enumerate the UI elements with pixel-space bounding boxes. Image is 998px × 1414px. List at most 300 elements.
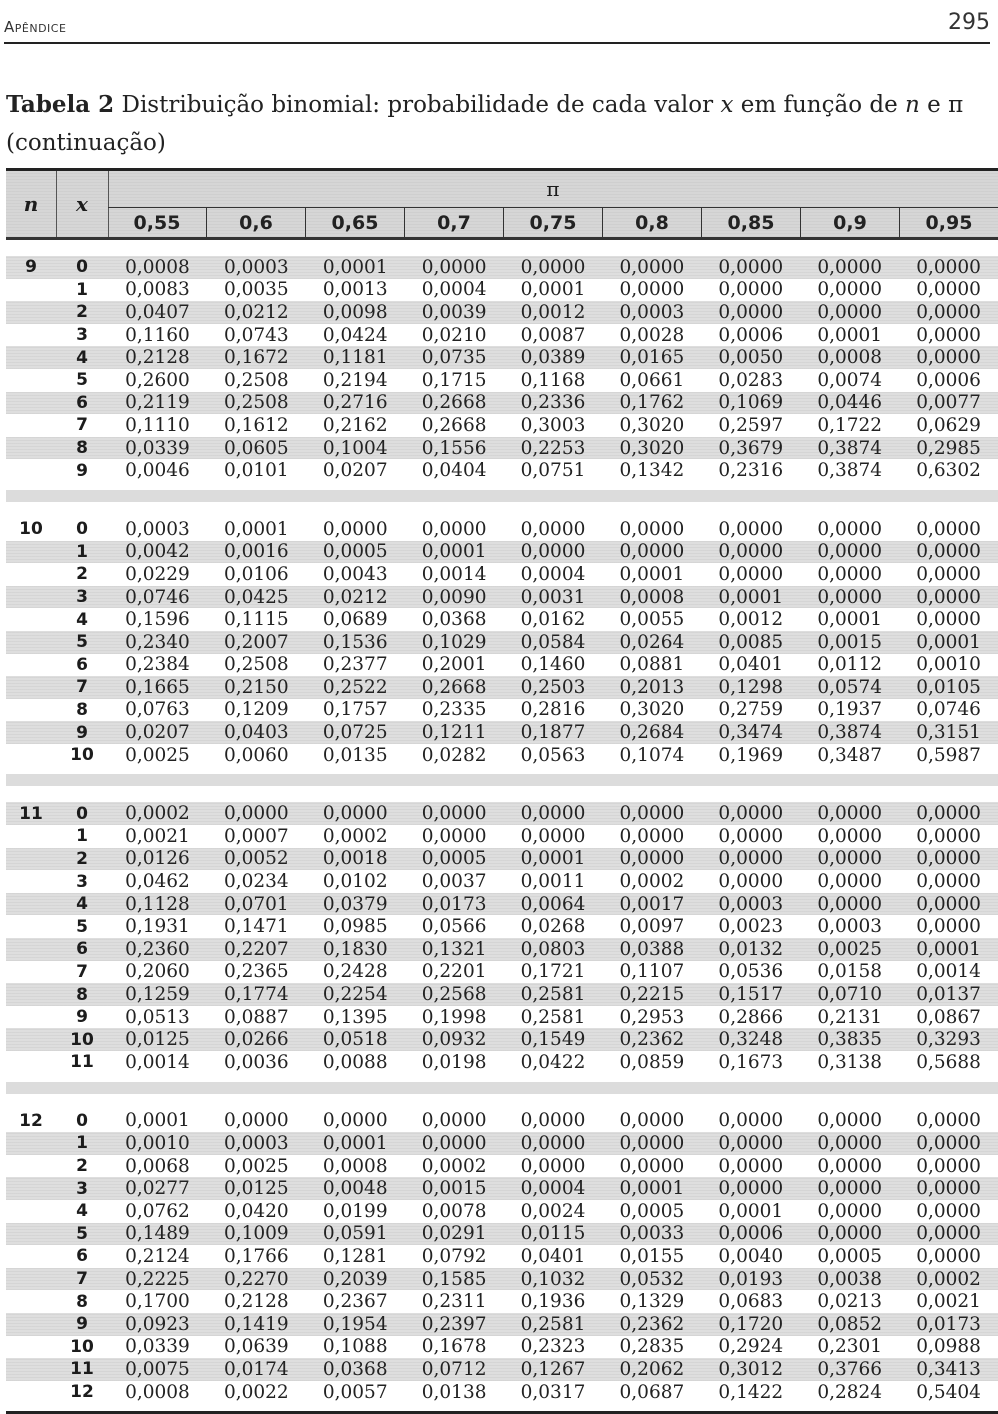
table-row [6, 1358, 998, 1381]
cell-probability: 0,2225 [125, 1268, 190, 1290]
cell-probability: 0,0074 [817, 369, 883, 391]
table-row [6, 369, 998, 392]
cell-probability: 0,0001 [718, 1200, 784, 1222]
cell-probability: 0,0407 [125, 301, 190, 323]
cell-probability: 0,2985 [916, 437, 981, 459]
cell-probability: 0,0018 [322, 848, 388, 870]
cell-probability: 0,0055 [619, 609, 685, 631]
cell-probability: 0,0126 [125, 848, 190, 870]
cell-probability: 0,0000 [421, 518, 487, 540]
cell-probability: 0,1298 [718, 676, 784, 698]
cell-probability: 0,0683 [718, 1291, 784, 1313]
cell-probability: 0,1612 [223, 414, 289, 436]
caption-text-a: Distribuição binomial: probabilidade de cada valor [114, 92, 721, 118]
cell-probability: 0,3766 [817, 1358, 883, 1380]
cell-probability: 0,0028 [619, 324, 685, 346]
cell-probability: 0,3138 [817, 1051, 883, 1073]
cell-probability: 0,0574 [817, 676, 883, 698]
cell-probability: 0,0001 [817, 324, 883, 346]
cell-probability: 0,0050 [718, 347, 784, 369]
cell-probability: 0,1937 [817, 699, 883, 721]
cell-x: 4 [76, 894, 88, 915]
cell-probability: 0,3151 [916, 722, 981, 744]
cell-probability: 0,0000 [718, 1178, 784, 1200]
table-row [6, 1051, 998, 1074]
cell-probability: 0,0173 [421, 893, 487, 915]
cell-probability: 0,0052 [223, 848, 289, 870]
cell-probability: 0,0689 [322, 609, 388, 631]
table-row [6, 1313, 998, 1336]
table-row [6, 1336, 998, 1359]
table-row [6, 870, 998, 893]
cell-probability: 0,1549 [520, 1029, 586, 1051]
cell-probability: 0,0037 [421, 871, 487, 893]
cell-probability: 0,0000 [718, 1155, 784, 1177]
cell-probability: 0,2365 [223, 961, 289, 983]
cell-probability: 0,0035 [223, 279, 289, 301]
cell-probability: 0,2508 [223, 369, 289, 391]
cell-probability: 0,0005 [619, 1200, 685, 1222]
cell-probability: 0,0000 [916, 301, 981, 323]
cell-probability: 0,0068 [125, 1155, 190, 1177]
cell-x: 3 [76, 587, 88, 608]
cell-probability: 0,1329 [619, 1291, 685, 1313]
cell-probability: 0,0725 [322, 722, 388, 744]
cell-x: 0 [76, 257, 88, 278]
cell-probability: 0,3003 [520, 414, 586, 436]
table-row [6, 1200, 998, 1223]
cell-probability: 0,1422 [718, 1381, 784, 1403]
cell-probability: 0,5987 [916, 744, 981, 766]
cell-probability: 0,0282 [421, 744, 487, 766]
cell-probability: 0,0210 [421, 324, 487, 346]
cell-probability: 0,0008 [125, 256, 190, 278]
cell-probability: 0,0057 [322, 1381, 388, 1403]
cell-probability: 0,3679 [718, 437, 784, 459]
pi-header-cell: 0,95 [925, 212, 973, 234]
n-block [6, 502, 998, 775]
table-row [6, 1110, 998, 1133]
cell-probability: 0,0001 [125, 1110, 190, 1132]
cell-probability: 0,0291 [421, 1223, 487, 1245]
cell-probability: 0,3248 [718, 1029, 784, 1051]
cell-probability: 0,0000 [718, 848, 784, 870]
cell-probability: 0,0102 [322, 871, 388, 893]
cell-probability: 0,0368 [322, 1358, 388, 1380]
cell-probability: 0,2131 [817, 1006, 883, 1028]
pi-header-cell: 0,65 [306, 208, 405, 238]
cell-probability: 0,0003 [223, 1132, 289, 1154]
cell-probability: 0,0000 [817, 541, 883, 563]
cell-probability: 0,1830 [322, 938, 388, 960]
cell-probability: 0,0002 [916, 1268, 981, 1290]
cell-probability: 0,2162 [322, 414, 388, 436]
cell-probability: 0,0025 [817, 938, 883, 960]
cell-probability: 0,0000 [916, 1223, 981, 1245]
cell-probability: 0,1715 [421, 369, 487, 391]
cell-probability: 0,0078 [421, 1200, 487, 1222]
cell-probability: 0,0000 [223, 1110, 289, 1132]
cell-probability: 0,0155 [619, 1245, 685, 1267]
cell-probability: 0,0000 [619, 825, 685, 847]
table-row [6, 1223, 998, 1246]
cell-probability: 0,2508 [223, 392, 289, 414]
table-row [6, 1028, 998, 1051]
cell-probability: 0,3020 [619, 699, 685, 721]
cell-probability: 0,2119 [125, 392, 190, 414]
cell-probability: 0,1673 [718, 1051, 784, 1073]
cell-probability: 0,1211 [421, 722, 487, 744]
cell-probability: 0,2367 [322, 1291, 388, 1313]
cell-probability: 0,0000 [718, 825, 784, 847]
table-row [6, 586, 998, 609]
cell-probability: 0,0064 [520, 893, 586, 915]
cell-probability: 0,0000 [619, 1132, 685, 1154]
cell-probability: 0,0001 [619, 1178, 685, 1200]
cell-probability: 0,0115 [520, 1223, 586, 1245]
cell-probability: 0,0010 [125, 1132, 190, 1154]
cell-probability: 0,0000 [817, 563, 883, 585]
cell-probability: 0,0003 [223, 256, 289, 278]
cell-probability: 0,0010 [916, 654, 981, 676]
cell-probability: 0,1181 [322, 347, 388, 369]
cell-probability: 0,0563 [520, 744, 586, 766]
cell-probability: 0,0000 [718, 301, 784, 323]
cell-x: 0 [76, 803, 88, 824]
cell-x: 11 [70, 1359, 94, 1380]
cell-probability: 0,2340 [125, 631, 190, 653]
cell-x: 6 [76, 1246, 88, 1267]
table-row [6, 518, 998, 541]
cell-probability: 0,0000 [916, 1200, 981, 1222]
cell-probability: 0,1700 [125, 1291, 190, 1313]
cell-probability: 0,0746 [125, 586, 190, 608]
cell-probability: 0,0077 [916, 392, 981, 414]
cell-probability: 0,0193 [718, 1268, 784, 1290]
cell-probability: 0,0001 [916, 631, 981, 653]
table-row [6, 1290, 998, 1313]
cell-probability: 0,0000 [322, 1110, 388, 1132]
cell-probability: 0,0000 [916, 893, 981, 915]
cell-probability: 0,0629 [916, 414, 981, 436]
cell-x: 2 [76, 848, 88, 869]
block-separator [6, 774, 998, 786]
cell-probability: 0,6302 [916, 460, 981, 482]
cell-probability: 0,0000 [817, 893, 883, 915]
cell-probability: 0,0008 [619, 586, 685, 608]
header-pi: π [546, 177, 560, 201]
table-row [6, 1132, 998, 1155]
cell-probability: 0,0000 [421, 256, 487, 278]
table-row [6, 699, 998, 722]
cell-probability: 0,2924 [718, 1336, 784, 1358]
cell-probability: 0,1774 [223, 984, 289, 1006]
cell-x: 7 [76, 1269, 88, 1290]
cell-x: 3 [76, 871, 88, 892]
cell-probability: 0,0000 [421, 825, 487, 847]
cell-probability: 0,2377 [322, 654, 388, 676]
cell-probability: 0,0006 [718, 324, 784, 346]
cell-probability: 0,0004 [520, 1178, 586, 1200]
cell-probability: 0,0735 [421, 347, 487, 369]
cell-x: 7 [76, 415, 88, 436]
cell-probability: 0,0001 [322, 256, 388, 278]
cell-probability: 0,2684 [619, 722, 685, 744]
cell-probability: 0,0277 [125, 1178, 190, 1200]
cell-probability: 0,0923 [125, 1313, 190, 1335]
cell-probability: 0,1107 [619, 961, 685, 983]
cell-probability: 0,0639 [223, 1336, 289, 1358]
cell-probability: 0,0001 [916, 938, 981, 960]
cell-probability: 0,3474 [718, 722, 784, 744]
cell-probability: 0,0591 [322, 1223, 388, 1245]
cell-probability: 0,0000 [916, 518, 981, 540]
cell-probability: 0,2001 [421, 654, 487, 676]
cell-probability: 0,0021 [125, 825, 190, 847]
pi-header-cell: 0,8 [603, 208, 702, 238]
cell-probability: 0,0000 [817, 518, 883, 540]
cell-probability: 0,1088 [322, 1336, 388, 1358]
cell-probability: 0,2207 [223, 938, 289, 960]
table-row [6, 848, 998, 871]
cell-probability: 0,0000 [916, 803, 981, 825]
cell-x: 10 [70, 1029, 94, 1050]
cell-probability: 0,1115 [223, 609, 289, 631]
cell-x: 8 [76, 1291, 88, 1312]
cell-probability: 0,0000 [322, 518, 388, 540]
cell-probability: 0,2215 [619, 984, 685, 1006]
cell-probability: 0,1556 [421, 437, 487, 459]
cell-probability: 0,0000 [619, 518, 685, 540]
cell-probability: 0,0317 [520, 1381, 586, 1403]
cell-probability: 0,2508 [223, 654, 289, 676]
cell-probability: 0,0097 [619, 916, 685, 938]
cell-probability: 0,0014 [916, 961, 981, 983]
cell-probability: 0,0001 [223, 518, 289, 540]
cell-probability: 0,0039 [421, 301, 487, 323]
cell-probability: 0,0000 [718, 1132, 784, 1154]
cell-probability: 0,1168 [520, 369, 586, 391]
cell-probability: 0,0000 [817, 1223, 883, 1245]
cell-probability: 0,1128 [125, 893, 190, 915]
table-row [6, 1245, 998, 1268]
cell-probability: 0,0087 [520, 324, 586, 346]
table-row [6, 392, 998, 415]
cell-probability: 0,0000 [817, 301, 883, 323]
cell-probability: 0,2253 [520, 437, 586, 459]
cell-probability: 0,1931 [125, 916, 190, 938]
cell-probability: 0,0000 [718, 279, 784, 301]
cell-x: 5 [76, 1223, 88, 1244]
cell-probability: 0,0000 [916, 541, 981, 563]
table-row [6, 563, 998, 586]
cell-probability: 0,0002 [322, 825, 388, 847]
cell-probability: 0,2568 [421, 984, 487, 1006]
cell-probability: 0,5688 [916, 1051, 981, 1073]
cell-probability: 0,2270 [223, 1268, 289, 1290]
cell-probability: 0,1665 [125, 676, 190, 698]
cell-probability: 0,1259 [125, 984, 190, 1006]
cell-probability: 0,0007 [223, 825, 289, 847]
cell-probability: 0,5404 [916, 1381, 981, 1403]
cell-probability: 0,0000 [421, 1110, 487, 1132]
cell-probability: 0,0088 [322, 1051, 388, 1073]
cell-probability: 0,3487 [817, 744, 883, 766]
cell-probability: 0,0105 [916, 676, 981, 698]
cell-probability: 0,0000 [817, 825, 883, 847]
cell-x: 1 [76, 1133, 88, 1154]
cell-probability: 0,0002 [619, 871, 685, 893]
cell-probability: 0,0000 [718, 541, 784, 563]
table-row [6, 459, 998, 482]
cell-probability: 0,0033 [619, 1223, 685, 1245]
cell-probability: 0,0881 [619, 654, 685, 676]
cell-probability: 0,3020 [619, 414, 685, 436]
cell-probability: 0,2668 [421, 676, 487, 698]
cell-probability: 0,0014 [421, 563, 487, 585]
cell-probability: 0,0401 [718, 654, 784, 676]
cell-probability: 0,0199 [322, 1200, 388, 1222]
cell-probability: 0,0006 [718, 1223, 784, 1245]
cell-probability: 0,2362 [619, 1313, 685, 1335]
table-row [6, 1177, 998, 1200]
block-separator [6, 1082, 998, 1094]
cell-probability: 0,0000 [619, 256, 685, 278]
cell-probability: 0,3874 [817, 722, 883, 744]
cell-probability: 0,0036 [223, 1051, 289, 1073]
pi-header-cell: 0,9 [801, 208, 900, 238]
cell-x: 10 [70, 1336, 94, 1357]
cell-probability: 0,0212 [223, 301, 289, 323]
cell-probability: 0,1419 [223, 1313, 289, 1335]
cell-probability: 0,2581 [520, 1313, 586, 1335]
cell-probability: 0,0000 [916, 825, 981, 847]
cell-probability: 0,1757 [322, 699, 388, 721]
cell-probability: 0,0000 [916, 324, 981, 346]
cell-x: 4 [76, 609, 88, 630]
cell-probability: 0,0234 [223, 871, 289, 893]
cell-probability: 0,0001 [718, 586, 784, 608]
cell-x: 8 [76, 699, 88, 720]
cell-probability: 0,0000 [520, 825, 586, 847]
cell-probability: 0,0012 [718, 609, 784, 631]
cell-probability: 0,0174 [223, 1358, 289, 1380]
table-row [6, 654, 998, 677]
table-row [6, 608, 998, 631]
cell-probability: 0,0401 [520, 1245, 586, 1267]
cell-probability: 0,0000 [916, 871, 981, 893]
cell-probability: 0,0425 [223, 586, 289, 608]
cell-probability: 0,1460 [520, 654, 586, 676]
cell-probability: 0,0006 [916, 369, 981, 391]
cell-probability: 0,1720 [718, 1313, 784, 1335]
cell-probability: 0,0008 [817, 347, 883, 369]
cell-x: 6 [76, 939, 88, 960]
cell-probability: 0,0000 [817, 279, 883, 301]
cell-probability: 0,2301 [817, 1336, 883, 1358]
cell-probability: 0,3835 [817, 1029, 883, 1051]
cell-probability: 0,0000 [619, 803, 685, 825]
cell-probability: 0,0001 [520, 279, 586, 301]
cell-probability: 0,1766 [223, 1245, 289, 1267]
cell-probability: 0,0001 [520, 848, 586, 870]
cell-probability: 0,0101 [223, 460, 289, 482]
cell-probability: 0,1009 [223, 1223, 289, 1245]
cell-probability: 0,0001 [817, 609, 883, 631]
cell-x: 9 [76, 722, 88, 743]
cell-probability: 0,0000 [520, 541, 586, 563]
cell-probability: 0,0661 [619, 369, 685, 391]
cell-x: 6 [76, 654, 88, 675]
cell-probability: 0,1209 [223, 699, 289, 721]
cell-probability: 0,0000 [817, 1200, 883, 1222]
cell-probability: 0,1998 [421, 1006, 487, 1028]
cell-x: 9 [76, 460, 88, 481]
cell-probability: 0,0422 [520, 1051, 586, 1073]
cell-x: 10 [70, 745, 94, 766]
cell-probability: 0,0000 [916, 916, 981, 938]
cell-probability: 0,0135 [322, 744, 388, 766]
cell-probability: 0,2716 [322, 392, 388, 414]
cell-x: 9 [76, 1314, 88, 1335]
cell-probability: 0,0000 [322, 803, 388, 825]
cell-probability: 0,0283 [718, 369, 784, 391]
cell-probability: 0,2866 [718, 1006, 784, 1028]
cell-probability: 0,2007 [223, 631, 289, 653]
cell-x: 5 [76, 632, 88, 653]
cell-probability: 0,0001 [322, 1132, 388, 1154]
cell-probability: 0,0000 [916, 1132, 981, 1154]
cell-probability: 0,0048 [322, 1178, 388, 1200]
cell-probability: 0,0125 [125, 1029, 190, 1051]
cell-probability: 0,1969 [718, 744, 784, 766]
table-caption [6, 86, 996, 162]
cell-probability: 0,1395 [322, 1006, 388, 1028]
cell-probability: 0,0000 [718, 1110, 784, 1132]
cell-probability: 0,1110 [125, 414, 190, 436]
cell-probability: 0,0040 [718, 1245, 784, 1267]
cell-probability: 0,1267 [520, 1358, 586, 1380]
cell-probability: 0,2581 [520, 1006, 586, 1028]
pi-header-cell: 0,55 [108, 208, 207, 238]
table-row [6, 744, 998, 767]
cell-probability: 0,0207 [125, 722, 190, 744]
cell-x: 9 [76, 1007, 88, 1028]
table-row [6, 1006, 998, 1029]
cell-probability: 0,0001 [421, 541, 487, 563]
cell-probability: 0,0867 [916, 1006, 981, 1028]
cell-probability: 0,2362 [619, 1029, 685, 1051]
cell-probability: 0,0000 [916, 848, 981, 870]
n-block [6, 786, 998, 1081]
cell-probability: 0,0000 [520, 1110, 586, 1132]
cell-probability: 0,0000 [718, 518, 784, 540]
cell-probability: 0,0015 [817, 631, 883, 653]
cell-probability: 0,0003 [817, 916, 883, 938]
cell-probability: 0,2668 [421, 414, 487, 436]
cell-n: 11 [19, 803, 43, 824]
caption-var-x: x [720, 92, 734, 118]
cell-probability: 0,0000 [520, 1132, 586, 1154]
cell-probability: 0,0015 [421, 1178, 487, 1200]
table-row [6, 915, 998, 938]
cell-probability: 0,0000 [817, 1155, 883, 1177]
cell-probability: 0,0014 [125, 1051, 190, 1073]
cell-probability: 0,0000 [916, 586, 981, 608]
caption-var-n: n [905, 92, 920, 118]
cell-probability: 0,0042 [125, 541, 190, 563]
cell-probability: 0,2384 [125, 654, 190, 676]
